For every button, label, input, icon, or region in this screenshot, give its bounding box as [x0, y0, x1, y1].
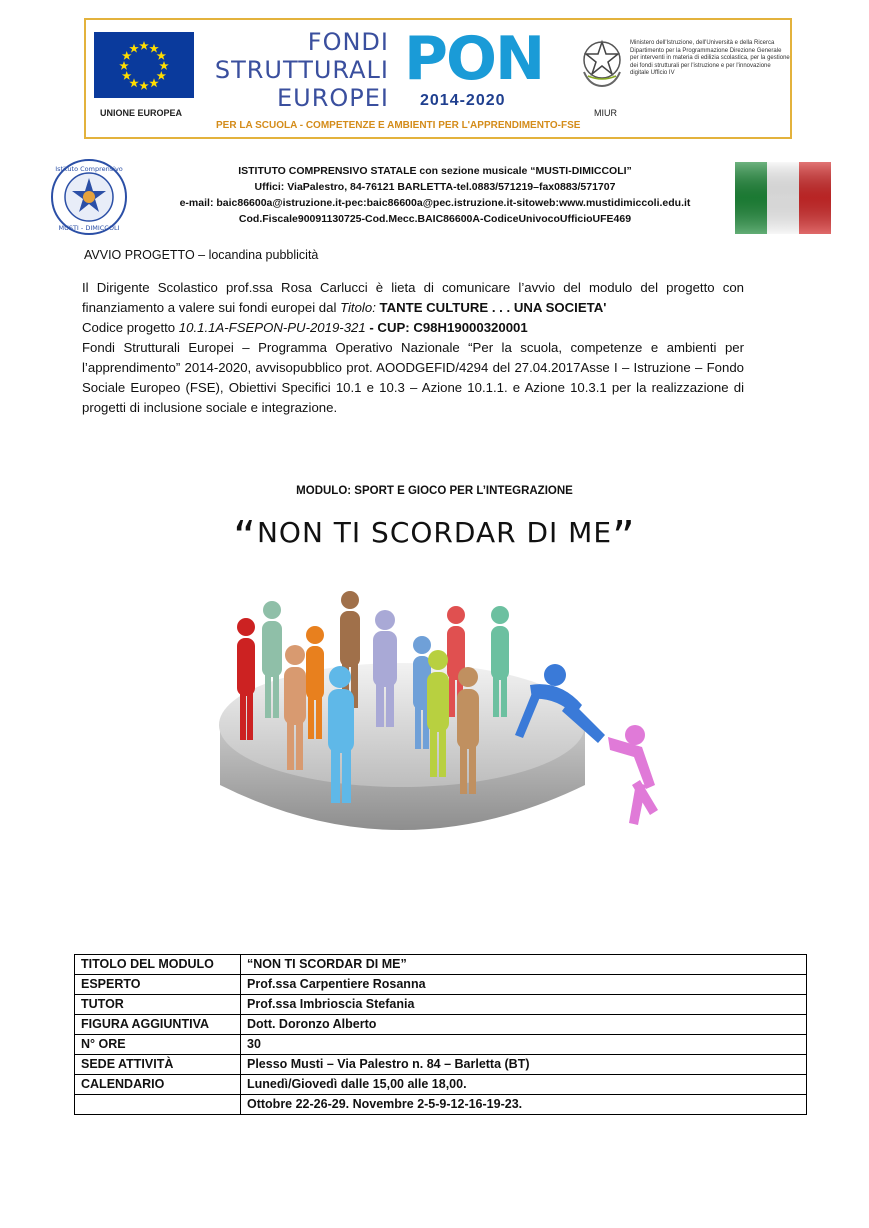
table-row	[75, 955, 807, 975]
row-value: Plesso Musti – Via Palestro n. 84 – Barletta (BT)	[241, 1055, 807, 1075]
close-quote: ”	[612, 512, 636, 563]
table-row	[75, 1095, 807, 1115]
pon-banner	[84, 18, 792, 139]
row-value: “NON TI SCORDAR DI ME”	[241, 955, 807, 975]
row-key: SEDE ATTIVITÀ	[75, 1055, 241, 1075]
school-codes: Cod.Fiscale90091130725-Cod.Mecc.BAIC86600A-CodiceUnivocoUfficioUFE469	[238, 213, 632, 225]
fondi-line-1: FONDI	[307, 28, 389, 56]
intro-text	[82, 278, 744, 418]
row-key: ESPERTO	[75, 975, 241, 995]
row-value: Dott. Doronzo Alberto	[241, 1015, 807, 1035]
school-logo-icon	[50, 158, 128, 236]
table-row	[75, 1035, 807, 1055]
intro-paragraph-1	[82, 278, 744, 318]
fondi-line-3: EUROPEI	[276, 84, 389, 112]
pon-years: 2014-2020	[420, 92, 506, 109]
project-title: TANTE CULTURE . . . UNA SOCIETA'	[375, 300, 607, 315]
miur-description: Ministero dell'Istruzione, dell'Università e della Ricerca Dipartimento per la Programmazione Direzione Generale per interventi in materia di edilizia scolastica, per la gestione dei fondi strutturali per l'istruzione e per l'innovazione digitale Ufficio IV	[630, 40, 790, 76]
italian-flag-icon	[735, 162, 831, 234]
row-key	[75, 1095, 241, 1115]
fondi-strutturali-logo	[214, 28, 389, 112]
inclusion-illustration	[210, 585, 675, 880]
row-value: Prof.ssa Imbrioscia Stefania	[241, 995, 807, 1015]
module-info-table	[74, 954, 807, 1115]
school-info	[140, 163, 730, 227]
project-cup: - CUP: C98H19000320001	[365, 320, 528, 335]
row-key: TUTOR	[75, 995, 241, 1015]
table-row	[75, 1075, 807, 1095]
intro-p1-text: Il Dirigente Scolastico prof.ssa Rosa Carlucci è lieta di comunicare l’avvio del modulo del progetto con finanziamento a valere sui fondi europei dal	[82, 280, 744, 315]
miur-label: MIUR	[594, 108, 617, 118]
table-row	[75, 975, 807, 995]
module-title-text: NON TI SCORDAR DI ME	[256, 516, 613, 549]
svg-text:MUSTI - DIMICCOLI: MUSTI - DIMICCOLI	[58, 224, 120, 232]
pon-subtitle: PER LA SCUOLA - COMPETENZE E AMBIENTI PER L'APPRENDIMENTO-FSE	[216, 120, 581, 131]
row-key: FIGURA AGGIUNTIVA	[75, 1015, 241, 1035]
project-code: 10.1.1A-FSEPON-PU-2019-321	[178, 320, 366, 335]
eu-flag-icon	[94, 32, 194, 98]
table-row	[75, 1015, 807, 1035]
table-row	[75, 995, 807, 1015]
row-key: CALENDARIO	[75, 1075, 241, 1095]
row-key: N° ORE	[75, 1035, 241, 1055]
row-value: 30	[241, 1035, 807, 1055]
italian-republic-emblem-icon	[578, 38, 626, 90]
intro-paragraph-3: Fondi Strutturali Europei – Programma Operativo Nazionale “Per la scuola, competenze e ambienti per l’apprendimento” 2014-2020, avvisopubblico prot. AOODGEFID/4294 del 27.04.2017Asse I – Istruzione – Fondo Sociale Europeo (FSE), Obiettivi Specifici 10.1 e 10.3 – Azione 10.1.1. e Azione 10.3.1 per la realizzazione di progetti di inclusione sociale e integrazione.	[82, 340, 744, 415]
pon-logo: PON	[404, 24, 544, 94]
project-code-label: Codice progetto	[82, 320, 179, 335]
svg-text:Istituto Comprensivo: Istituto Comprensivo	[55, 165, 123, 173]
module-label: MODULO: SPORT E GIOCO PER L’INTEGRAZIONE	[296, 485, 573, 497]
table-row	[75, 1055, 807, 1075]
fondi-line-2: STRUTTURALI	[214, 56, 389, 84]
open-quote: “	[233, 512, 257, 563]
row-key: TITOLO DEL MODULO	[75, 955, 241, 975]
intro-title-label: Titolo:	[340, 300, 376, 315]
row-value: Lunedì/Giovedì dalle 15,00 alle 18,00.	[241, 1075, 807, 1095]
school-name: ISTITUTO COMPRENSIVO STATALE con sezione musicale “MUSTI-DIMICCOLI”	[238, 165, 632, 177]
row-value: Ottobre 22-26-29. Novembre 2-5-9-12-16-19-23.	[241, 1095, 807, 1115]
eu-label: UNIONE EUROPEA	[100, 108, 183, 118]
page-heading: AVVIO PROGETTO – locandina pubblicità	[84, 248, 319, 262]
row-value: Prof.ssa Carpentiere Rosanna	[241, 975, 807, 995]
module-title	[0, 512, 869, 563]
intro-paragraph-2	[82, 318, 744, 338]
school-offices: Uffici: ViaPalestro, 84-76121 BARLETTA-tel.0883/571219–fax0883/571707	[254, 181, 616, 193]
school-contacts: e-mail: baic86600a@istruzione.it-pec:baic86600a@pec.istruzione.it-sitoweb:www.mustidimiccoli.edu.it	[179, 197, 691, 209]
